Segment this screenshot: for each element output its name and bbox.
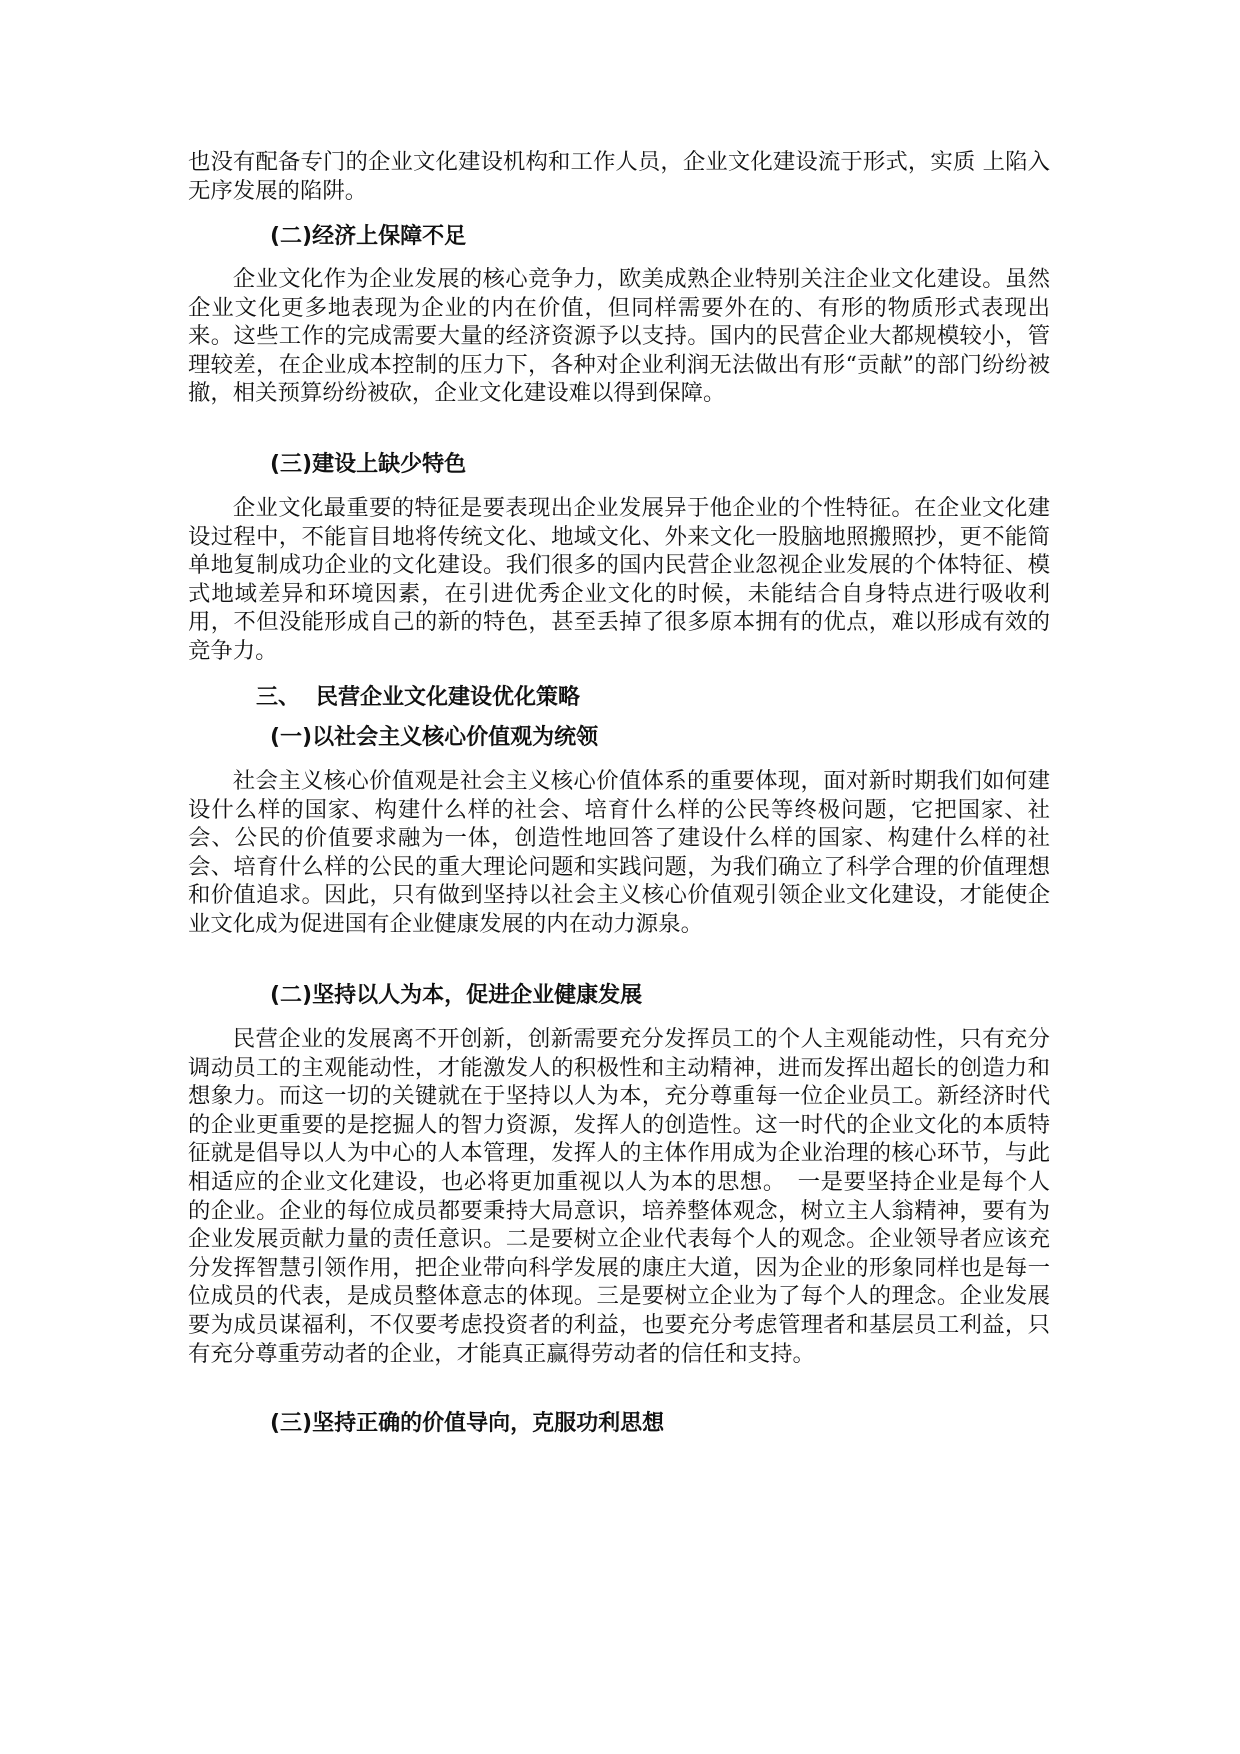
paragraph-intro: 也没有配备专门的企业文化建设机构和工作人员，企业文化建设流于形式，实质 上陷入无序发展的陷阱。: [188, 149, 1050, 204]
heading-lack-features: (三)建设上缺少特色: [270, 452, 467, 477]
section-number: 三、: [256, 685, 301, 710]
section-title: 民营企业文化建设优化策略: [316, 685, 581, 710]
heading-people-oriented: (二)坚持以人为本，促进企业健康发展: [270, 983, 643, 1008]
paragraph-lack-features: 企业文化最重要的特征是要表现出企业发展异于他企业的个性特征。在企业文化建设过程中，不能盲目地将传统文化、地域文化、外来文化一股脑地照搬照抄，更不能简单地复制成功企业的文化建设。我们很多的国内民营企业忽视企业发展的个体特征、模式地域差异和环境因素，在引进优秀企业文化的时候，未能结合自身特点进行吸收利用，不但没能形成自己的新的特色，甚至丢掉了很多原本拥有的优点，难以形成有效的竞争力。: [188, 495, 1050, 664]
paragraph-economic-support: 企业文化作为企业发展的核心竞争力，欧美成熟企业特别关注企业文化建设。虽然企业文化更多地表现为企业的内在价值，但同样需要外在的、有形的物质形式表现出来。这些工作的完成需要大量的经济资源予以支持。国内的民营企业大都规模较小，管理较差，在企业成本控制的压力下，各种对企业利润无法做出有形“贡献”的部门纷纷被撤，相关预算纷纷被砍，企业文化建设难以得到保障。: [188, 266, 1050, 407]
heading-core-values: (一)以社会主义核心价值观为统领: [270, 725, 599, 750]
paragraph-people-oriented: 民营企业的发展离不开创新，创新需要充分发挥员工的个人主观能动性，只有充分调动员工的主观能动性，才能激发人的积极性和主动精神，进而发挥出超长的创造力和想象力。而这一切的关键就在于坚持以人为本，充分尊重每一位企业员工。新经济时代的企业更重要的是挖掘人的智力资源，发挥人的创造性。这一时代的企业文化的本质特征就是倡导以人为中心的人本管理，发挥人的主体作用成为企业治理的核心环节，与此相适应的企业文化建设，也必将更加重视以人为本的思想。 一是要坚持企业是每个人的企业。企业的每位成员都要秉持大局意识，培养整体观念，树立主人翁精神，要有为企业发展贡献力量的责任意识。二是要树立企业代表每个人的观念。企业领导者应该充分发挥智慧引领作用，把企业带向科学发展的康庄大道，因为企业的形象同样也是每一位成员的代表，是成员整体意志的体现。三是要树立企业为了每个人的理念。企业发展要为成员谋福利，不仅要考虑投资者的利益，也要充分考虑管理者和基层员工利益，只有充分尊重劳动者的企业，才能真正赢得劳动者的信任和支持。: [188, 1026, 1050, 1367]
heading-value-orientation: (三)坚持正确的价值导向，克服功利思想: [270, 1411, 665, 1436]
paragraph-core-values: 社会主义核心价值观是社会主义核心价值体系的重要体现，面对新时期我们如何建设什么样的国家、构建什么样的社会、培育什么样的公民等终极问题，它把国家、社会、公民的价值要求融为一体，创造性地回答了建设什么样的国家、构建什么样的社会、培育什么样的公民的重大理论问题和实践问题，为我们确立了科学合理的价值理想和价值追求。因此，只有做到坚持以社会主义核心价值观引领企业文化建设，才能使企业文化成为促进国有企业健康发展的内在动力源泉。: [188, 768, 1050, 937]
section-heading-optimization: [256, 683, 580, 713]
heading-economic-support: (二)经济上保障不足: [270, 224, 467, 249]
